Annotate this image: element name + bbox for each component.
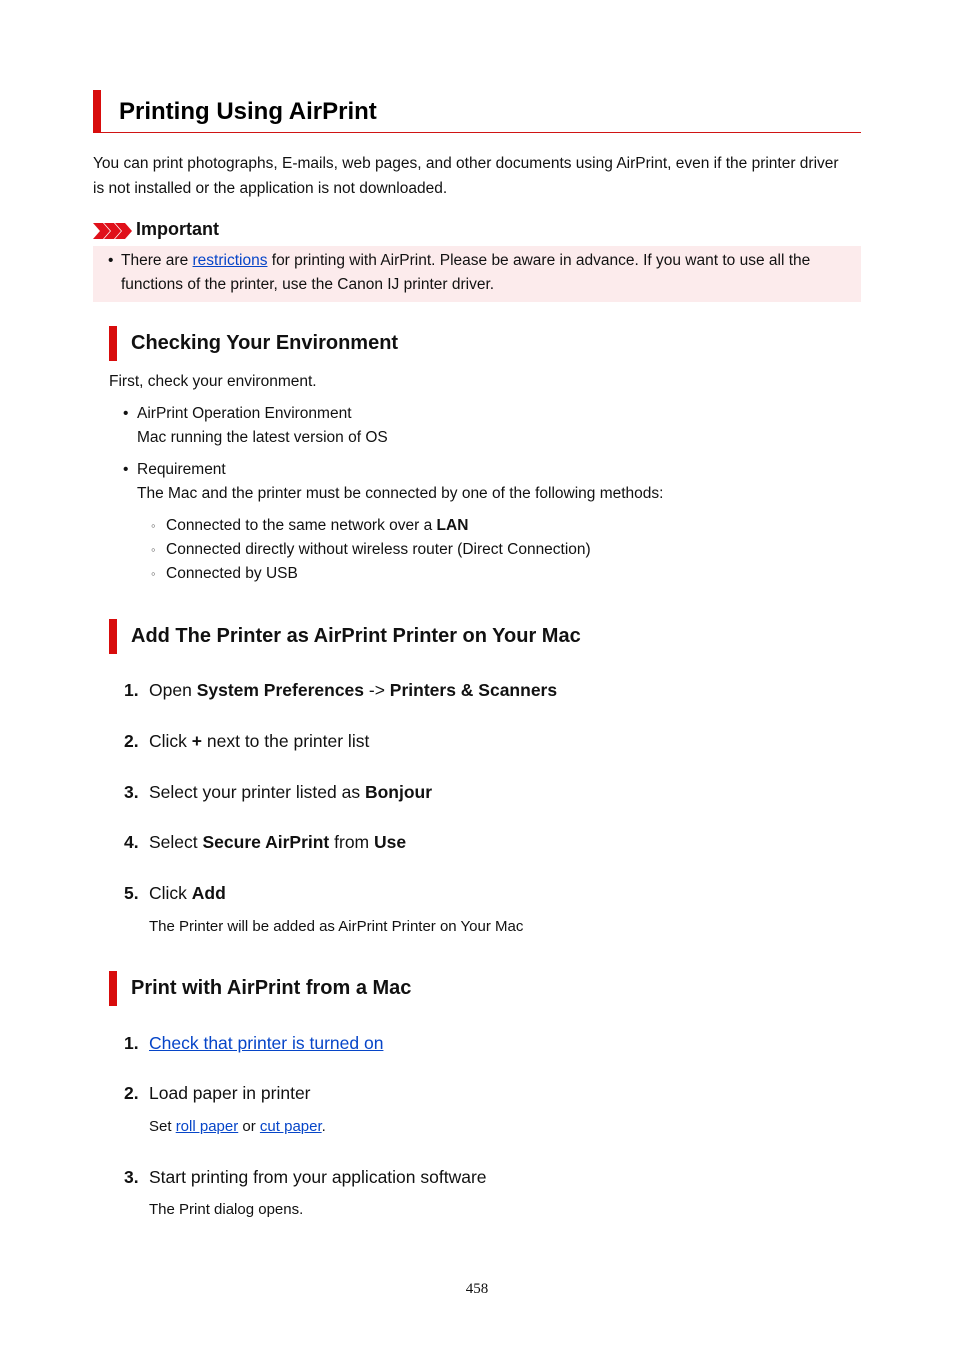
step-text: Load paper in printer: [149, 1083, 311, 1103]
step-number: 2.: [124, 1083, 139, 1103]
env-item-detail: The Mac and the printer must be connected by one of the following methods:: [137, 485, 664, 502]
step-number: 3.: [124, 782, 139, 802]
step-bold: Printers & Scanners: [389, 680, 558, 700]
sub-bullet: ◦: [151, 518, 156, 533]
step-note: The Print dialog opens.: [149, 1201, 304, 1218]
step-text: [149, 881, 226, 905]
step-text-part: Open: [149, 680, 197, 700]
heading-accent-bar: [109, 619, 117, 654]
important-text-after: for printing with AirPrint. Please be aware in advance. If you want to use all the functions of the printer, use the Canon IJ printer driver.: [121, 252, 811, 293]
page-title: Printing Using AirPrint: [119, 98, 377, 125]
heading-accent-bar: [109, 971, 117, 1006]
step-text: [149, 729, 369, 753]
step-number: 1.: [124, 680, 139, 700]
important-text: [121, 249, 846, 297]
intro-paragraph: You can print photographs, E-mails, web pages, and other documents using AirPrint, even if the printer driver is not installed or the application is not downloaded.: [93, 155, 839, 197]
method-item: Connected directly without wireless router (Direct Connection): [166, 541, 591, 558]
sub-bullet: ◦: [151, 566, 156, 581]
step-bold: System Preferences: [196, 680, 365, 700]
section-title: Checking Your Environment: [131, 332, 399, 354]
method-bold: LAN: [436, 517, 469, 534]
page-title-block: [93, 90, 861, 133]
step-bold: Secure AirPrint: [202, 832, 330, 852]
check-printer-on-link[interactable]: Check that printer is turned on: [149, 1033, 384, 1053]
step-text-part: next to the printer list: [202, 731, 370, 751]
step-number: 3.: [124, 1167, 139, 1187]
env-item-title: AirPrint Operation Environment: [137, 405, 352, 422]
heading-accent-bar: [109, 326, 117, 361]
sub-bullet: ◦: [151, 542, 156, 557]
important-box: [93, 246, 861, 302]
step-text: [149, 780, 432, 804]
env-item-detail: Mac running the latest version of OS: [137, 429, 388, 446]
step-bold: Add: [191, 883, 226, 903]
step-bold: Use: [374, 832, 407, 852]
section-title: Add The Printer as AirPrint Printer on Your Mac: [131, 625, 581, 647]
bullet: •: [108, 252, 114, 269]
step-text-part: Click: [149, 883, 192, 903]
step-text-part: from: [329, 832, 374, 852]
step-number: 1.: [124, 1033, 139, 1053]
step-text-part: Select: [149, 832, 203, 852]
important-label: Important: [136, 219, 219, 239]
bullet: •: [123, 461, 129, 478]
step-text: [149, 1031, 383, 1055]
step-number: 5.: [124, 883, 139, 903]
step-number: 4.: [124, 832, 139, 852]
section-title: Print with AirPrint from a Mac: [131, 977, 412, 999]
bullet: •: [123, 405, 129, 422]
step-text: [149, 830, 406, 854]
page-number: 458: [465, 1281, 489, 1297]
cut-paper-link[interactable]: cut paper: [259, 1118, 322, 1135]
step-text: Start printing from your application software: [149, 1167, 487, 1187]
env-intro: First, check your environment.: [109, 373, 317, 390]
step-text-part: Select your printer listed as: [149, 782, 365, 802]
roll-paper-link[interactable]: roll paper: [175, 1118, 239, 1135]
step-text-part: Click: [149, 731, 192, 751]
step-number: 2.: [124, 731, 139, 751]
note-text: .: [321, 1118, 326, 1135]
title-accent-bar: [93, 90, 101, 133]
important-text-before: There are: [121, 252, 193, 269]
method-item: Connected by USB: [166, 565, 298, 582]
note-text: Set: [149, 1118, 176, 1135]
method-item: [166, 515, 468, 537]
step-bold: +: [191, 731, 203, 751]
step-note: [149, 1116, 326, 1138]
note-text: or: [238, 1118, 260, 1135]
step-text: [149, 678, 557, 702]
step-text-part: ->: [364, 680, 390, 700]
method-text: Connected to the same network over a: [166, 517, 437, 534]
env-item-title: Requirement: [137, 461, 226, 478]
restrictions-link[interactable]: restrictions: [192, 252, 268, 269]
important-arrows-icon: [93, 223, 133, 239]
step-bold: Bonjour: [364, 782, 433, 802]
step-note: The Printer will be added as AirPrint Printer on Your Mac: [149, 918, 524, 935]
